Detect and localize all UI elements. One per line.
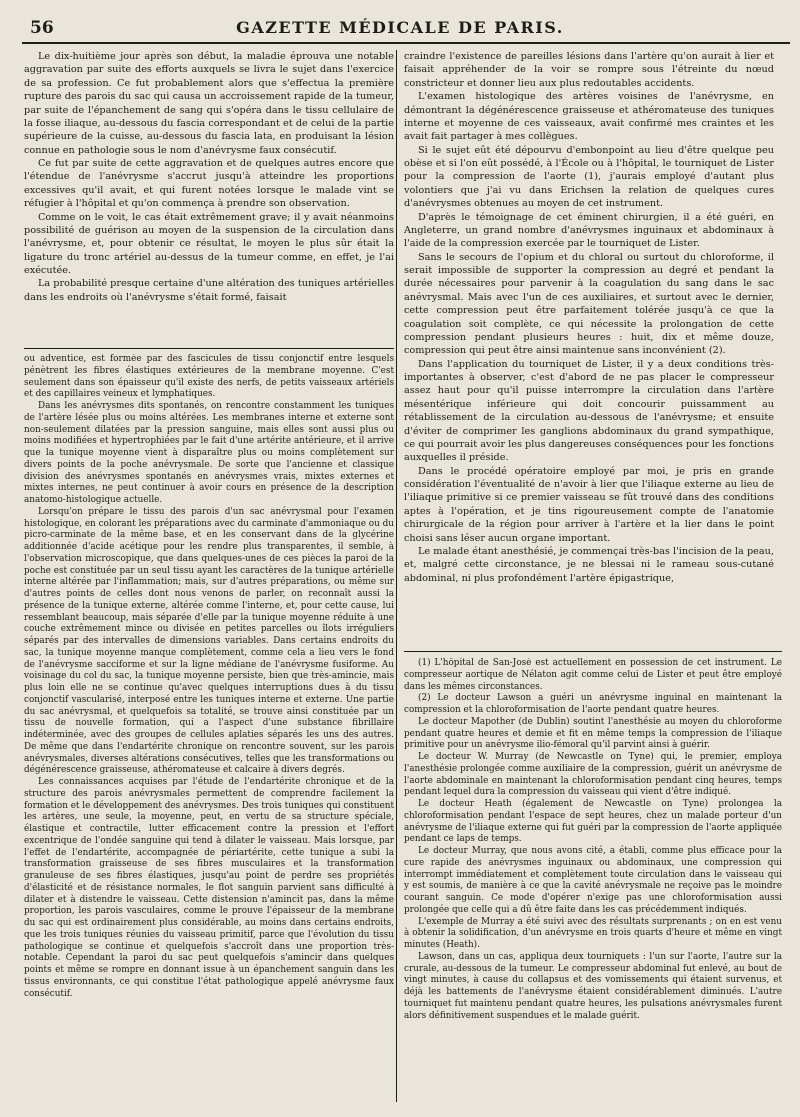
page-number: 56 [30, 18, 54, 38]
footnote-divider [404, 651, 782, 652]
paragraph: D'après le témoignage de cet éminent chirurgien, il a été guéri, en Angleterre, un grand nombre d'anévrysmes inguinaux et abdominaux à l'aide de la compression exercée par le tourniquet de Lister. [404, 211, 774, 250]
footnote: L'exemple de Murray a été suivi avec des résultats surprenants ; on en est venu à obtenir la solidification, d'un anévrysme en trois quarts d'heure et même en vingt minutes (Heath). [404, 916, 782, 950]
paragraph: L'examen histologique des artères voisines de l'anévrysme, en démontrant la dégénérescence graisseuse et athéromateuse des tuniques interne et moyenne de ces vaisseaux, avait confirmé mes craintes et les avait fait partager à mes collègues. [404, 91, 774, 143]
paragraph: craindre l'existence de pareilles lésions dans l'artère qu'on aurait à lier et faisait appréhender de la voir se rompre sous l'étreinte du nœud constricteur et donner lieu aux plus redoutables accidents. [404, 51, 774, 89]
paragraph: Le dix-huitième jour après son début, la maladie éprouva une notable aggravation par suite des efforts auxquels se livra le sujet dans l'exercice de sa profession. Ce fut probablement alors que s'effectua la première rupture des parois du sac qui causa un accroissement rapide de la tumeur, par suite de l'épanchement de sang qui s'opéra dans le tissu cellulaire de la fosse iliaque, au-dessous du fascia correspondant et de celui de la partie supérieure de la cuisse, au-dessous du fascia lata, en produisant la lésion connue en pathologie sous le nom d'anévrysme faux consécutif. [24, 51, 394, 156]
column-divider [396, 50, 397, 1102]
footnotes [404, 658, 782, 1106]
paragraph: Lorsqu'on prépare le tissu des parois d'un sac anévrysmal pour l'examen histologique, en colorant les préparations avec du carminate d'ammoniaque ou du picro-carminate de la même base, et en les conservant dans de la glycérine additionnée d'acide acétique pour les rendre plus transparentes, il semble, à l'observation microscopique, que dans quelques-unes de ces pièces la paroi de la poche est constituée par un seul tissu ayant les caractères de la tunique artérielle interne altérée par l'inflammation; mais, sur d'autres préparations, ou même sur d'autres points de celles dont nous venons de parler, on reconnaît aussi la présence de la tunique externe, altérée comme l'interne, et, pour cette cause, lui ressemblant beaucoup, mais séparée d'elle par la tunique moyenne réduite à une couche extrêmement mince ou divisée en petites parcelles ou îlots irréguliers séparés par des intervalles de dimensions variables. Dans certains endroits du sac, la tunique moyenne manque complètement, comme cela a lieu vers le fond de l'anévrysme sacciforme et sur la ligne médiane de l'anévrysme fusiforme. Au voisinage du col du sac, la tunique moyenne persiste, bien que très-amincie, mais plus loin elle ne se continue qu'avec quelques interruptions dues à du tissu conjonctif vascularisé, interposé entre les tuniques interne et externe. Une partie du sac anévrysmal, et quelquefois sa totalité, se trouve ainsi constituée par un tissu de nouvelle formation, qui a l'aspect d'une substance fibrillaire indéterminée, avec des groupes de cellules aplaties séparés les uns des autres. De même que dans l'endartérite chronique on rencontre souvent, sur les parois anévrysmales, diverses altérations consécutives, telles que les transformations ou dégénérescence graisseuse, athéromateuse et calcaire à divers degrés. [24, 506, 394, 776]
footnote: (2) Le docteur Lawson a guéri un anévrysme inguinal en maintenant la compression et la chloroformisation de l'aorte pendant quatre heures. [404, 693, 782, 715]
paragraph: Comme on le voit, le cas était extrêmement grave; il y avait néanmoins possibilité de guérison au moyen de la suspension de la circulation dans l'anévrysme, et, pour obtenir ce résultat, le moyen le plus sûr était la ligature du tronc artériel au-dessus de la tumeur comme, en effet, je l'ai exécutée. [24, 211, 394, 276]
paragraph: Ce fut par suite de cette aggravation et de quelques autres encore que l'étendue de l'anévrysme s'accrut jusqu'à atteindre les proportions excessives qu'il avait, et qui furent notées lorsque le malade vint se réfugier à l'hôpital et qu'on commença à prendre son observation. [24, 158, 394, 210]
paragraph: Si le sujet eût été dépourvu d'embonpoint au lieu d'être quelque peu obèse et si l'on eût possédé, à l'École ou à l'hôpital, le tourniquet de Lister pour la compression de l'aorte (1), j'aurais employé d'autant plus volontiers que j'ai vu dans Erichsen la relation de quelques cures d'anévrysmes obtenues au moyen de cet instrument. [404, 144, 774, 210]
paragraph: Le malade étant anesthésié, je commençai très-bas l'incision de la peau, et, malgré cette circonstance, je ne blessai ni le rameau sous-cutané abdominal, ni plus profondément l'artère épigastrique, [404, 545, 774, 584]
left-column-divider [24, 348, 394, 349]
footnote: Le docteur Heath (également de Newcastle on Tyne) prolongea la chloroformisation pendant l'espace de sept heures, chez un malade porteur d'un anévrysme de l'iliaque externe qui fut guéri par la compression de l'aorte appliquée pendant ce laps de temps. [404, 799, 782, 845]
left-column-top [24, 50, 394, 340]
right-column-main [404, 50, 774, 648]
paragraph: Dans l'application du tourniquet de Lister, il y a deux conditions très-importantes à observer, c'est d'abord de ne pas placer le compresseur assez haut pour qu'il puisse interrompre la circulation dans l'artère mésentérique inférieure qui doit concourir puissamment au rétablissement de la circulation au-dessous de l'anévrysme; et ensuite d'éviter de comprimer les ganglions abdominaux du grand sympathique, ce qui pourrait avoir les plus dangereuses conséquences pour les fonctions auxquelles il préside. [404, 358, 774, 464]
footnote: Le docteur Mapother (de Dublin) soutint l'anesthésie au moyen du chloroforme pendant quatre heures et demie et fit en même temps la compression de l'iliaque primitive pour un anévrysme ilio-fémoral qu'il parvint ainsi à guérir. [404, 716, 782, 751]
footnote: Le docteur W. Murray (de Newcastle on Tyne) qui, le premier, employa l'anesthésie prolongée comme auxiliaire de la compression, guérit un anévrysme de l'aorte abdominale en maintenant la chloroformisation pendant cinq heures, temps pendant lequel dura la compression du vaisseau qui vient d'être indiqué. [404, 752, 782, 798]
paragraph: Dans le procédé opératoire employé par moi, je pris en grande considération l'éventualité de n'avoir à lier que l'iliaque externe au lieu de l'iliaque primitive si ce premier vaisseau se fût trouvé dans des conditions aptes à l'opération, et je tins rigoureusement compte de l'anatomie chirurgicale de la région pour arriver à l'artère et la lier dans le point choisi sans léser aucun organe important. [404, 465, 774, 544]
footnote: Le docteur Murray, que nous avons cité, a établi, comme plus efficace pour la cure rapide des anévrysmes inguinaux ou abdominaux, une compression qui interrompt immédiatement et complètement toute circulation dans le vaisseau qui y est soumis, de manière à ce que la cavité anévrysmale ne reçoive pas le moindre courant sanguin. Ce mode d'opérer n'exige pas une chloroformisation aussi prolongée que celle qui a dû être faite dans les cas précédemment indiqués. [404, 846, 782, 915]
paragraph: Dans les anévrysmes dits spontanés, on rencontre constamment les tuniques de l'artère lésée plus ou moins altérées. Les membranes interne et externe sont non-seulement dilatées par la pression sanguine, mais elles sont aussi plus ou moins modifiées et hypertrophiées par le fait d'une artérite antérieure, et il arrive que la tunique moyenne vient à disparaître plus ou moins complètement sur divers points de la poche anévrysmale. De sorte que l'ancienne et classique division des anévrysmes spontanés en anévrysmes vrais, mixtes externes et mixtes internes, ne peut continuer à avoir cours en présence de la description anatomo-histologique actuelle. [24, 401, 394, 505]
paragraph: La probabilité presque certaine d'une altération des tuniques artérielles dans les endroits où l'anévrysme s'était formé, faisait [24, 278, 394, 303]
paragraph: ou adventice, est formée par des fascicules de tissu conjonctif entre lesquels pénètrent les fibres élastiques extérieures de la membrane moyenne. C'est seulement dans son épaisseur qu'il existe des nerfs, de petits vaisseaux artériels et des capillaires veineux et lymphatiques. [24, 354, 394, 400]
journal-title: GAZETTE MÉDICALE DE PARIS. [236, 18, 564, 37]
left-column-bottom [24, 354, 394, 1104]
header-rule [22, 42, 790, 44]
paragraph: Les connaissances acquises par l'étude de l'endartérite chronique et de la structure des parois anévrysmales permettent de comprendre facilement la formation et le développement des anévrysmes. Des trois tuniques qui constituent les artères, une seule, la moyenne, peut, en vertu de sa structure spéciale, élastique et contractile, lutter efficacement contre la pression et l'effort excentrique de l'ondée sanguine qui tend à dilater le vaisseau. Mais lorsque, par l'effet de l'endartérite, accompagnée de périartérite, cette tunique a subi la transformation graisseuse de ses fibres musculaires et la transformation granuleuse de ses fibres élastiques, jusqu'au point de perdre ses propriétés d'élasticité et de résistance normales, le flot sanguin parvient sans difficulté à dilater et à distendre le vaisseau. Cette distension n'amincit pas, dans la même proportion, les parois vasculaires, comme le prouve l'épaisseur de la membrane du sac qui est ordinairement plus considérable, au moins dans certains endroits, que les trois tuniques réunies du vaisseau primitif, parce que l'évolution du tissu pathologique se continue et quelquefois s'accroît dans une proportion très-notable. Cependant la paroi du sac peut quelquefois s'amincir dans quelques points et même se rompre en donnant issue à un épanchement sanguin dans les tissus environnants, ce qui constitue l'état pathologique appelé anévrysme faux consécutif. [24, 777, 394, 999]
footnote: Lawson, dans un cas, appliqua deux tourniquets : l'un sur l'aorte, l'autre sur la crurale, au-dessous de la tumeur. Le compresseur abdominal fut enlevé, au bout de vingt minutes, à cause du collapsus et des vomissements qui étaient survenus, et déjà les battements de l'anévrysme étaient considérablement diminués. L'autre tourniquet fut maintenu pendant quatre heures, les pulsations anévrysmales furent alors définitivement suspendues et le malade guérit. [404, 951, 782, 1021]
footnote: (1) L'hôpital de San-José est actuellement en possession de cet instrument. Le compresseur aortique de Nélaton agit comme celui de Lister et peut être employé dans les mêmes circonstances. [404, 658, 782, 692]
paragraph: Sans le secours de l'opium et du chloral ou surtout du chloroforme, il serait impossible de supporter la compression au degré et pendant la durée nécessaires pour parvenir à la coagulation du sang dans le sac anévrysmal. Mais avec l'un de ces auxiliaires, et surtout avec le dernier, cette compression peut être parfaitement tolérée jusqu'à ce que la coagulation soit complète, ce qui nécessite la prolongation de cette compression pendant plusieurs heures : huit, dix et même douze, compression qui peut être ainsi maintenue sans inconvénient (2). [404, 251, 774, 357]
